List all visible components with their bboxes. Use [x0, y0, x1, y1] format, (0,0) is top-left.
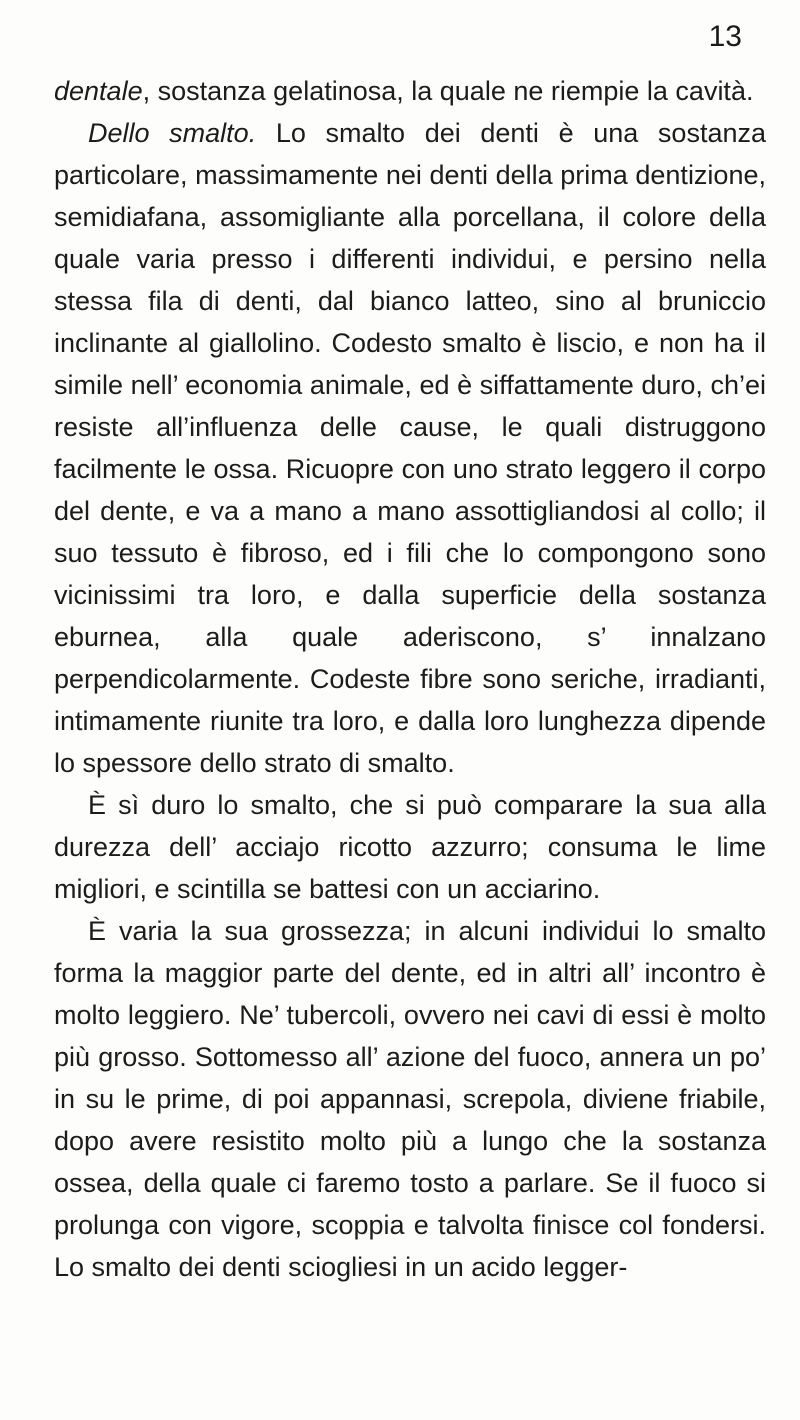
body-text: [54, 70, 766, 1288]
paragraph-smalto: [54, 112, 766, 784]
paragraph-text: Lo smalto dei denti è una sostanza particolare, massimamente nei denti della prima dentizione, semidiafana, assomigliante alla porcellana, il colore della quale varia presso i differenti individui, e persino nella stessa fila di denti, dal bianco latteo, sino al bruniccio inclinante al giallolino. Codesto smalto è liscio, e non ha il simile nell’ economia animale, ed è siffattamente duro, ch’ei resiste all’influenza delle cause, le quali distruggono facilmente le ossa. Ricuopre con uno strato leggero il corpo del dente, e va a mano a mano assottigliandosi al collo; il suo tessuto è fibroso, ed i fili che lo compongono sono vicinissimi tra loro, e dalla superficie della sostanza eburnea, alla quale aderiscono, s’ innalzano perpendicolarmente. Codeste fibre sono seriche, irradianti, intimamente riunite tra loro, e dalla loro lunghezza dipende lo spessore dello strato di smalto.: [54, 118, 766, 778]
page-number: 13: [708, 20, 742, 53]
paragraph-grossezza: [54, 910, 766, 1288]
paragraph-durezza: [54, 784, 766, 910]
section-heading-dello-smalto: Dello smalto.: [88, 118, 257, 148]
italic-word-dentale: dentale: [54, 76, 143, 106]
paragraph-continuation: [54, 70, 766, 112]
paragraph-text: È varia la sua grossezza; in alcuni individui lo smalto forma la maggior parte del dente, ed in altri all’ incontro è molto leggiero. Ne’ tubercoli, ovvero nei cavi di essi è molto più grosso. Sottomesso all’ azione del fuoco, annera un po’ in su le prime, di poi appannasi, screpola, diviene friabile, dopo avere resistito molto più a lungo che la sostanza ossea, della quale ci faremo tosto a parlare. Se il fuoco si prolunga con vigore, scoppia e talvolta finisce col fondersi. Lo smalto dei denti sciogliesi in un acido legger-: [54, 916, 766, 1282]
paragraph-text: , sostanza gelatinosa, la quale ne riempie la cavità.: [142, 76, 754, 106]
paragraph-text: È sì duro lo smalto, che si può comparare la sua alla durezza dell’ acciajo ricotto azzurro; consuma le lime migliori, e scintilla se battesi con un acciarino.: [54, 790, 766, 904]
